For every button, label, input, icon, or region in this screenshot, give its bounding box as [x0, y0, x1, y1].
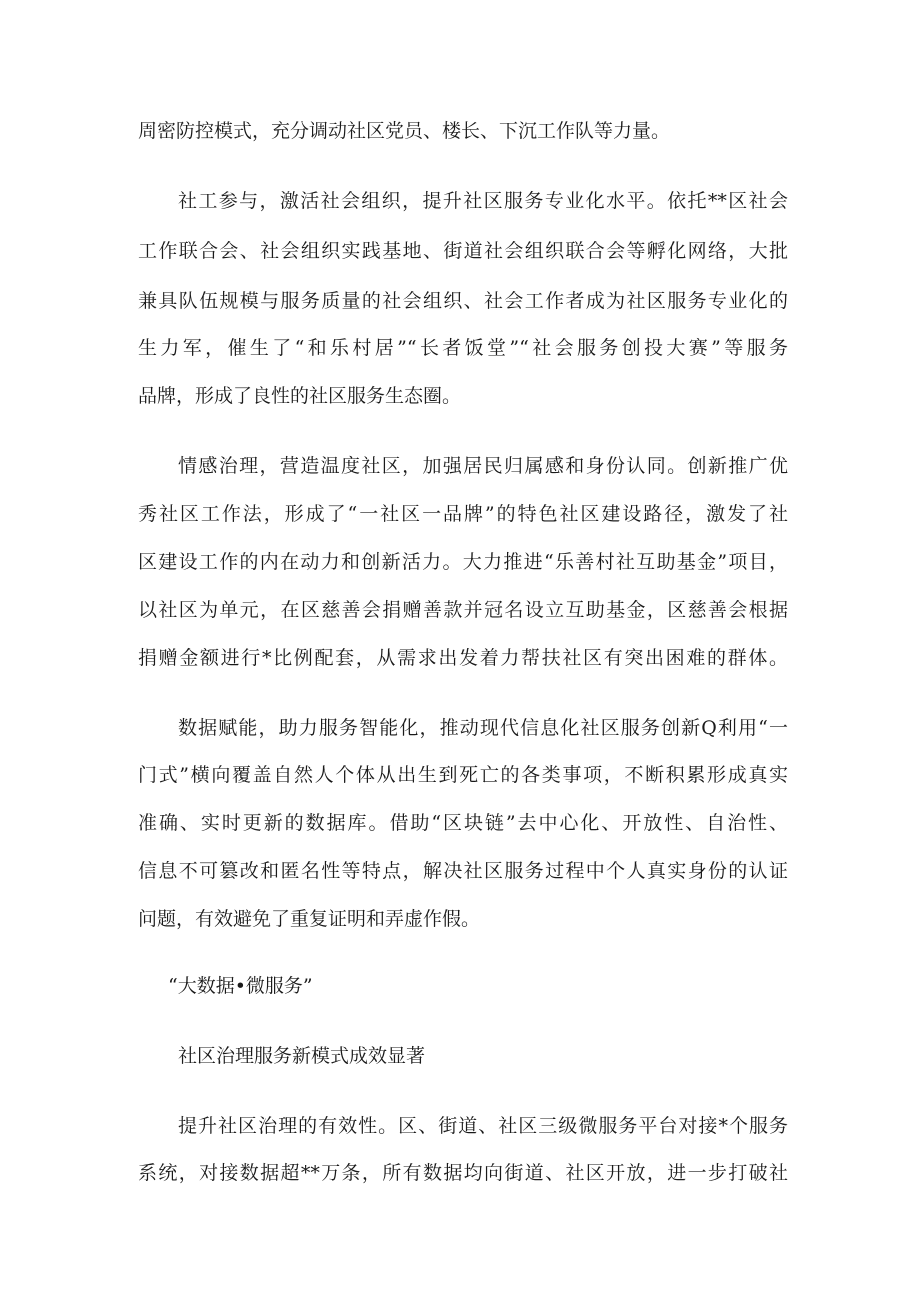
body-line: 品牌，形成了良性的社区服务生态圈。	[138, 385, 462, 407]
section-heading: “大数据•微服务”	[168, 975, 313, 997]
body-line: 区建设工作的内在动力和创新活力。大力推进“乐善村社互助基金”项目，	[138, 551, 788, 573]
paragraph-first-line: 社工参与，激活社会组织，提升社区服务专业化水平。依托**区社会	[178, 190, 788, 212]
body-line: 周密防控模式，充分调动社区党员、楼长、下沉工作队等力量。	[138, 120, 671, 142]
body-line: 以社区为单元，在区慈善会捐赠善款并冠名设立互助基金，区慈善会根据	[138, 599, 788, 621]
body-line: 工作联合会、社会组织实践基地、街道社会组织联合会等孵化网络，大批	[138, 240, 788, 262]
body-line: 信息不可篡改和匿名性等特点，解决社区服务过程中个人真实身份的认证	[138, 860, 788, 882]
body-line: 问题，有效避免了重复证明和弄虚作假。	[138, 908, 481, 930]
body-line: 捐赠金额进行*比例配套，从需求出发着力帮扶社区有突出困难的群体。	[138, 647, 788, 669]
paragraph-first-line: 提升社区治理的有效性。区、街道、社区三级微服务平台对接*个服务	[178, 1115, 788, 1137]
body-line: 生力军，催生了“和乐村居”“长者饭堂”“社会服务创投大赛”等服务	[138, 337, 788, 359]
paragraph-first-line: 情感治理，营造温度社区，加强居民归属感和身份认同。创新推广优	[178, 455, 788, 477]
paragraph-first-line: 数据赋能，助力服务智能化，推动现代信息化社区服务创新Q利用“一	[178, 717, 788, 739]
body-line: 系统，对接数据超**万条，所有数据均向街道、社区开放，进一步打破社	[138, 1162, 788, 1184]
body-line: 兼具队伍规模与服务质量的社会组织、社会工作者成为社区服务专业化的	[138, 290, 788, 312]
body-line: 准确、实时更新的数据库。借助“区块链”去中心化、开放性、自治性、	[138, 812, 788, 834]
section-subheading: 社区治理服务新模式成效显著	[178, 1045, 426, 1067]
body-line: 秀社区工作法，形成了“一社区一品牌”的特色社区建设路径，激发了社	[138, 503, 788, 525]
body-line: 门式”横向覆盖自然人个体从出生到死亡的各类事项，不断积累形成真实	[138, 764, 788, 786]
